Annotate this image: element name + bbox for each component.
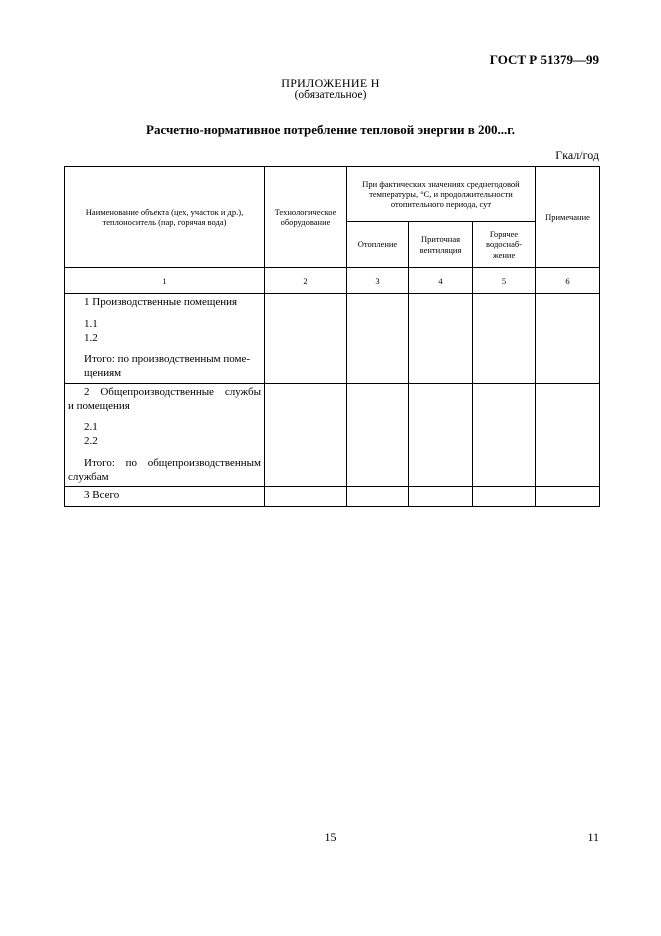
- section-total: Итого: по общепроизводственным: [84, 456, 261, 469]
- column-number: 3: [347, 268, 409, 294]
- table-title: Расчетно-нормативное потребление тепловой энергии в 200...г.: [146, 122, 515, 137]
- appendix-subtitle: (обязательное): [294, 89, 367, 101]
- column-number: 2: [265, 268, 347, 294]
- header-object: Наименование объекта (цех, участок и др.), теплоноситель (пар, горячая вода): [65, 167, 265, 268]
- page-number: 15: [324, 830, 337, 844]
- table-row: [65, 383, 600, 487]
- header-actual-values-group: При фактических значениях среднегодовой температуры, °С, и продолжительности отопительного периода, сут: [347, 167, 536, 222]
- section-cell: [65, 383, 265, 487]
- header-ventilation: Приточная вентиляция: [409, 222, 473, 268]
- header-note: Примечание: [536, 167, 600, 268]
- section-cell: [65, 487, 265, 507]
- row-item: 1.1: [84, 317, 98, 330]
- units-label: Гкал/год: [555, 148, 599, 162]
- header-equipment: Технологическое оборудование: [265, 167, 347, 268]
- header-hot-water: Горячее водоснаб-жение: [473, 222, 536, 268]
- row-item: 2.1: [84, 421, 98, 434]
- column-number: 5: [473, 268, 536, 294]
- document-code: ГОСТ Р 51379—99: [489, 52, 599, 67]
- column-number: 1: [65, 268, 265, 294]
- row-item: 2.2: [84, 435, 98, 447]
- sheet-number: 11: [587, 830, 599, 844]
- section-total-continued: службам: [68, 470, 109, 483]
- section-title-continued: и помещения: [68, 399, 130, 412]
- table-row: [65, 294, 600, 384]
- header-heating: Отопление: [347, 222, 409, 268]
- column-number: 4: [409, 268, 473, 294]
- appendix-title: ПРИЛОЖЕНИЕ Н: [281, 76, 380, 90]
- section-title: 2 Общепроизводственные службы: [84, 385, 261, 398]
- column-number: 6: [536, 268, 600, 294]
- table-row: [65, 487, 600, 507]
- row-item: 1.2: [84, 331, 98, 344]
- section-cell: [65, 294, 265, 384]
- section-title: 3 Всего: [84, 489, 120, 502]
- section-total: Итого: по производственным поме-щениям: [84, 353, 251, 379]
- section-title: 1 Производственные помещения: [84, 296, 238, 308]
- consumption-table: [64, 166, 600, 507]
